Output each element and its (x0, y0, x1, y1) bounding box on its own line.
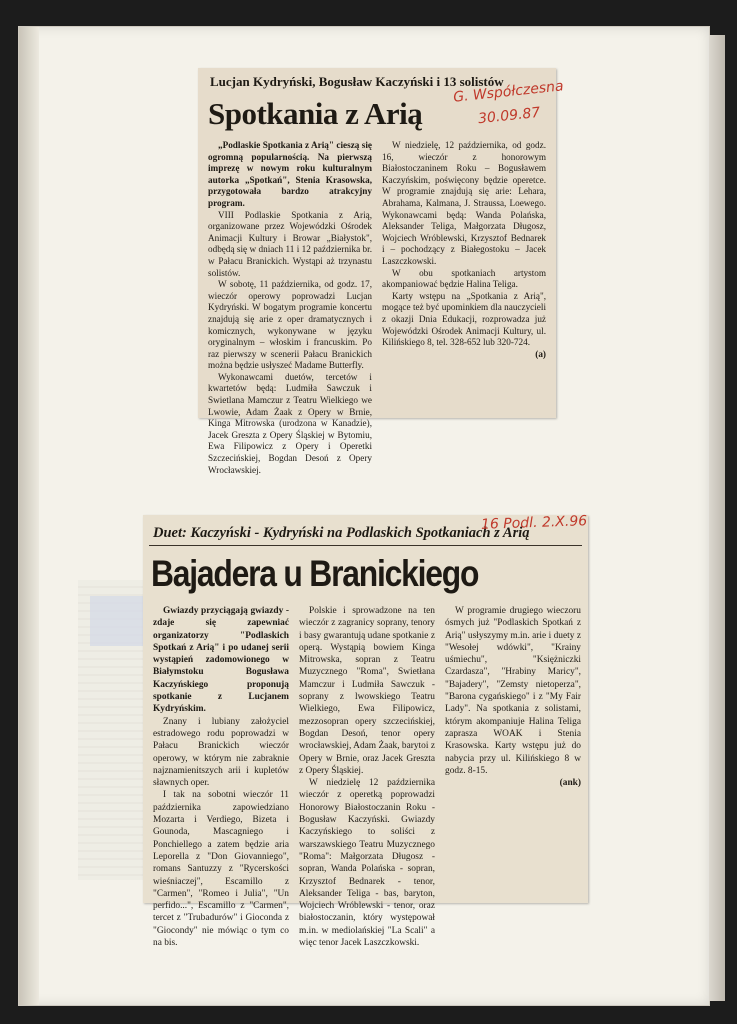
page-spine (19, 27, 39, 1005)
page-edge (709, 35, 725, 1001)
handwritten-date-note: 16 Podl. 2.X.96 (480, 513, 588, 533)
clipping-headline: Bajadera u Branickiego (151, 553, 479, 594)
article-column-right (382, 140, 546, 410)
kicker-rule (149, 545, 582, 546)
article-columns (208, 140, 546, 475)
handwritten-source-note: G. Współczesna (452, 78, 565, 106)
article-column-2 (299, 605, 435, 949)
article-paragraph: Znany i lubiany założyciel estradowego rodu poprowadzi w Pałacu Branickich wieczór operowy, w którym nie zabraknie najznamienitszych arii i kupletów sławnych oper. (153, 716, 289, 789)
article-paragraph: Wykonawcami duetów, tercetów i kwartetów będą: Ludmiła Sawczuk i Swietlana Mamczur z Teatru Wielkiego we Lwowie, Adam Żaak z Opery w Brnie, Kinga Mitrowska (urodzona w Kanadzie), Jacek Greszta z Opery Śląskiej w Bytomiu, Ewa Filipowicz z Opery i Operetki Szczecińskiej, Bogdan Desoń z Opery Wrocławskiej. (208, 371, 372, 475)
article-paragraph: W obu spotkaniach artystom akompaniować będzie Halina Teliga. (382, 267, 546, 290)
article-signature: (ank) (559, 778, 581, 789)
article-lead: „Podlaskie Spotkania z Arią" cieszą się ogromną popularnością. Na pierwszą imprezę w nowym roku kulturalnym autorka „Spotkań", Stenia Krasowska, przygotowała bardzo atrakcyjny program. (208, 140, 372, 208)
article-lead: Gwiazdy przyciągają gwiazdy - zdaje się zapewniać organizatorzy "Podlaskich Spotkań z Arią" i po udanej serii wystąpień zadomowionego w Białymstoku Bogusława Kaczyńskiego proponują spotkanie z Lucjanem Kydryńskim. (153, 606, 289, 715)
article-paragraph: I tak na sobotni wieczór 11 października zapowiedziano Mozarta i Verdiego, Bizeta i Gounoda, Mascagniego i Ponchiellego a zatem będzie aria Leporella z "Don Giovanniego", romans Santuzzy z "Rycerskości wieśniaczej", Escamillo z "Carmen", "Romeo i Julia", "Un perfido...", Escamillo z "Carmen", tercet z "Trubadurów" i Gioconda z "Giocondy" nie mówiąc o tym co na bis. (153, 790, 289, 949)
article-paragraph: W programie drugiego wieczoru ósmych już "Podlaskich Spotkań z Arią" usłyszymy m.in. arie i duety z "Wesołej wdówki", "Krainy uśmiechu", "Księżniczki Czardasza", "Hrabiny Maricy", "Bajadery", "Zemsty nietoperza", "Barona cygańskiego" i z "My Fair Lady". Na spotkania z solistami, którym akompaniuje Halina Teliga zaprasza WOAK i Stenia Krasowska. Karty wstępu już do nabycia przy ul. Kilińskiego 8 w godz. 8-15. (445, 606, 581, 776)
article-paragraph: W niedzielę, 12 października, od godz. 16, wieczór z honorowym Białostoczaninem Roku – Bogusławem Kaczyńskim, poświęcony będzie operetce. W programie znajdują się arie: Lehara, Abrahama, Kalmana, J. Straussa, Loewego. Wykonawcami będą: Wanda Polańska, Aleksander Teliga, Małgorzata Długosz, Wojciech Wróblewski, Krzysztof Bednarek i – pochodzący z Białegostoku – Jacek Laszczkowski. (382, 140, 546, 266)
newspaper-clipping-spotkania (198, 68, 565, 475)
clipping-byline: Lucjan Kydryński, Bogusław Kaczyński i 13 solistów (210, 74, 504, 89)
article-column-left (208, 140, 372, 475)
article-paragraph: VIII Podlaskie Spotkania z Arią, organizowane przez Wojewódzki Ośrodek Animacji Kultury i Browar „Białystok", odbędą się w dniach 11 i 12 października br. w Pałacu Branickich. Wystąpi aż trzynastu solistów. (208, 209, 372, 278)
article-column-3 (445, 605, 581, 897)
article-signature: (a) (535, 348, 546, 359)
newspaper-clipping-bajadera (143, 513, 588, 949)
article-paragraph: W niedzielę 12 października wieczór z operetką poprowadzi Honorowy Białostoczanin Roku - Bogusław Kaczyński. Gwiazdy Kaczyńskiego to soliści z warszawskiego Teatru Muzycznego "Roma": Małgorzata Długosz - sopran, Wanda Polańska - sopran, Krzysztof Bednarek - tenor, Aleksander Teliga - bas, baryton, Wojciech Wróblewski - tenor, oraz białostoczanin, który występował m.in. w mediolańskiej "La Scali" a więc tenor Jacek Laszczkowski. (299, 778, 435, 949)
clipping-headline: Spotkania z Arią (208, 96, 423, 131)
clipping-kicker: Duet: Kaczyński - Kydryński na Podlaskich Spotkaniach z Arią (153, 525, 530, 541)
article-paragraph: Polskie i sprowadzone na ten wieczór z zagranicy soprany, tenory i basy gwarantują udane spotkanie z operą. Wystąpią bowiem Kinga Mitrowska, sopran z Teatru Muzycznego "Roma", Swietłana Mamczur i Ludmiła Sawczuk - soprany z lwowskiego Teatru Wielkiego, Ewa Filipowicz, mezzosopran opery szczecińskiej, Bogdan Desoń, tenor opery wrocławskiej, Adam Żaak, barytoi z Opery w Brnie, oraz Jacek Greszta z Opery Śląskiej. (299, 606, 435, 776)
article-columns (153, 605, 581, 949)
article-paragraph: W sobotę, 11 października, od godz. 17, wieczór operowy poprowadzi Lucjan Kydryński. W bogatym programie koncertu znajdują się arie z oper dramatycznych i komicznych, wykonywane w języku oryginalnym – włoskim i francuskim. Po raz pierwszy w scenerii Pałacu Branickich można będzie usłyszeć Madame Butterfly. (208, 279, 372, 371)
article-paragraph: Karty wstępu na „Spotkania z Arią", mogące też być upominkiem dla nauczycieli z okazji Dnia Edukacji, rozprowadza już Wojewódzki Ośrodek Animacji Kultury, ul. Kilińskiego 8, tel. 328-652 lub 320-724. (382, 290, 546, 348)
article-column-1 (153, 605, 289, 949)
handwritten-date-note: 30.09.87 (477, 104, 542, 128)
